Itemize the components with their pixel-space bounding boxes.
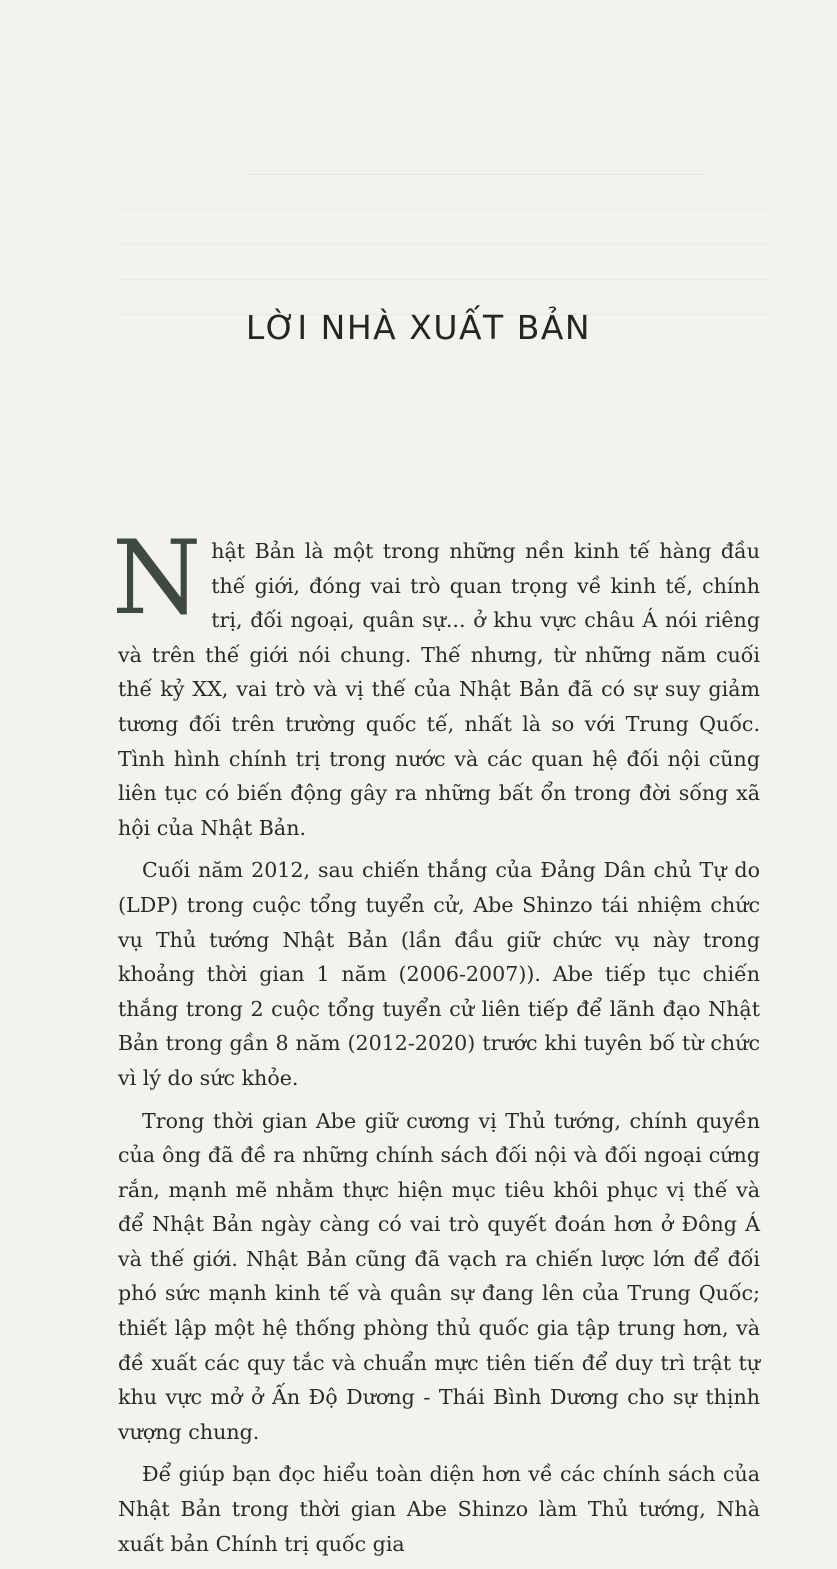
drop-cap: N — [112, 519, 202, 638]
paragraph-3: Trong thời gian Abe giữ cương vị Thủ tướng, chính quyền của ông đã đề ra những chính sách đối nội và đối ngoại cứng rắn, mạnh mẽ nhằm thực hiện mục tiêu khôi phục vị thế và để Nhật Bản ngày càng có vai trò quyết đoán hơn ở Đông Á và thế giới. Nhật Bản cũng đã vạch ra chiến lược lớn để đối phó sức mạnh kinh tế và quân sự đang lên của Trung Quốc; thiết lập một hệ thống phòng thủ quốc gia tập trung hơn, và đề xuất các quy tắc và chuẩn mực tiên tiến để duy trì trật tự khu vực mở ở Ấn Độ Dương - Thái Bình Dương cho sự thịnh vượng chung. — [118, 1108, 760, 1444]
show-through-texture — [118, 140, 768, 315]
paragraph-4: Để giúp bạn đọc hiểu toàn diện hơn về các chính sách của Nhật Bản trong thời gian Abe Shinzo làm Thủ tướng, Nhà xuất bản Chính trị quốc gia — [118, 1462, 760, 1556]
paragraph-1-text: hật Bản là một trong những nền kinh tế hàng đầu thế giới, đóng vai trò quan trọng về kinh tế, chính trị, đối ngoại, quân sự... ở khu vực châu Á nói riêng và trên thế giới nói chung. Thế nhưng, từ những năm cuối thế kỷ XX, vai trò và vị thế của Nhật Bản đã có sự suy giảm tương đối trên trường quốc tế, nhất là so với Trung Quốc. Tình hình chính trị trong nước và các quan hệ đối nội cũng liên tục có biến động gây ra những bất ổn trong đời sống xã hội của Nhật Bản. — [118, 539, 760, 840]
page-title: LỜI NHÀ XUẤT BẢN — [245, 308, 592, 347]
preface-body — [112, 519, 760, 1569]
paragraph-1 — [112, 519, 760, 845]
paragraph-2: Cuối năm 2012, sau chiến thắng của Đảng Dân chủ Tự do (LDP) trong cuộc tổng tuyển cử, Abe Shinzo tái nhiệm chức vụ Thủ tướng Nhật Bản (lần đầu giữ chức vụ này trong khoảng thời gian 1 năm (2006-2007)). Abe tiếp tục chiến thắng trong 2 cuộc tổng tuyển cử liên tiếp để lãnh đạo Nhật Bản trong gần 8 năm (2012-2020) trước khi tuyên bố từ chức vì lý do sức khỏe. — [118, 858, 760, 1090]
